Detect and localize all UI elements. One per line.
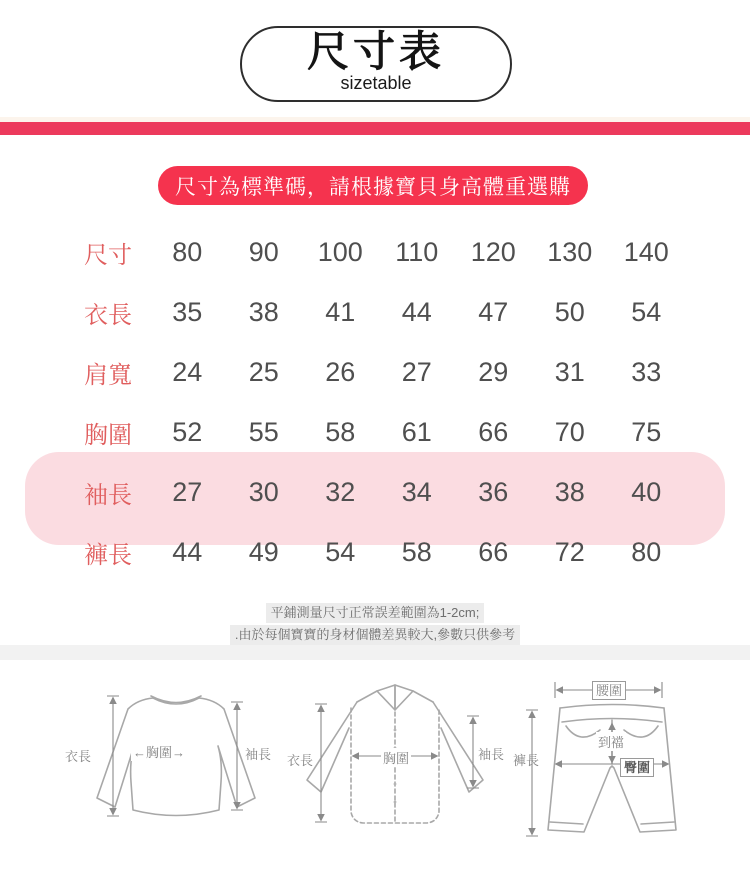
measure-notes [0,603,750,645]
size-value: 54 [325,536,356,567]
table-corner-label: 尺寸 [84,241,132,269]
size-value: 66 [478,416,509,447]
pants-diagram [512,668,712,846]
tshirt-diagram [55,682,275,842]
size-value: 47 [478,296,509,327]
notice-banner-text: 尺寸為標準碼，請根據寶貝身高體重選購 [175,175,571,199]
size-value: 75 [631,416,662,447]
size-value: 52 [172,416,203,447]
size-column-header: 140 [623,236,669,267]
size-value: 30 [248,476,279,507]
shirt-sleeve-label: 袖長 [478,747,505,762]
shirt-chest-label: 胸圍 [381,748,411,767]
row-label: 袖長 [84,481,132,509]
size-value: 38 [554,476,585,507]
size-column-header: 100 [317,236,363,267]
tshirt-chest-label: ←胸圍→ [131,742,187,761]
tshirt-length-label: 衣長 [65,749,92,764]
size-value: 32 [325,476,356,507]
size-value: 34 [401,476,432,507]
size-value: 26 [325,356,356,387]
size-value: 72 [554,536,585,567]
pants-length-label: 褲長 [513,753,540,768]
size-column-header: 90 [248,236,279,267]
size-value: 58 [325,416,356,447]
size-value: 54 [631,296,662,327]
size-value: 27 [401,356,432,387]
size-value: 44 [172,536,203,567]
size-value: 58 [401,536,432,567]
size-value: 50 [554,296,585,327]
pants-waist-label: 腰圍 [592,681,626,700]
row-label: 肩寬 [84,361,132,389]
pants-rise-label: 到襠 [596,732,626,751]
size-value: 24 [172,356,203,387]
page-subtitle: sizetable [340,73,412,93]
size-value: 55 [248,416,279,447]
size-value: 31 [554,356,585,387]
size-value: 80 [631,536,662,567]
size-value: 70 [554,416,585,447]
red-divider [0,122,750,135]
size-table [67,222,685,582]
size-value: 27 [172,476,203,507]
size-column-header: 110 [395,236,439,267]
title-capsule [240,26,512,102]
size-value: 25 [248,356,279,387]
shirt-diagram [285,682,505,842]
size-value: 41 [325,296,356,327]
row-label: 胸圍 [84,421,132,449]
size-value: 33 [631,356,662,387]
notice-banner [158,166,588,205]
size-value: 44 [401,296,432,327]
size-value: 40 [631,476,662,507]
row-label: 褲長 [84,541,132,569]
shirt-length-label: 衣長 [287,753,314,768]
size-column-header: 130 [547,236,593,267]
size-value: 36 [478,476,509,507]
size-column-header: 120 [470,236,516,267]
size-value: 61 [401,416,432,447]
section-divider [0,645,750,660]
note-line-1: 平鋪測量尺寸正常誤差範圍為1-2cm; [266,603,485,623]
size-value: 49 [248,536,279,567]
size-value: 35 [172,296,203,327]
page-title: 尺寸表 [306,28,445,75]
size-column-header: 80 [172,236,203,267]
tshirt-sleeve-label: 袖長 [245,747,272,762]
size-value: 38 [248,296,279,327]
pants-hip-label: 臀圍 [620,758,654,777]
size-value: 66 [478,536,509,567]
size-value: 29 [478,356,509,387]
row-label: 衣長 [84,301,132,329]
note-line-2: .由於每個寶寶的身材個體差異較大,參數只供參考 [230,625,520,645]
